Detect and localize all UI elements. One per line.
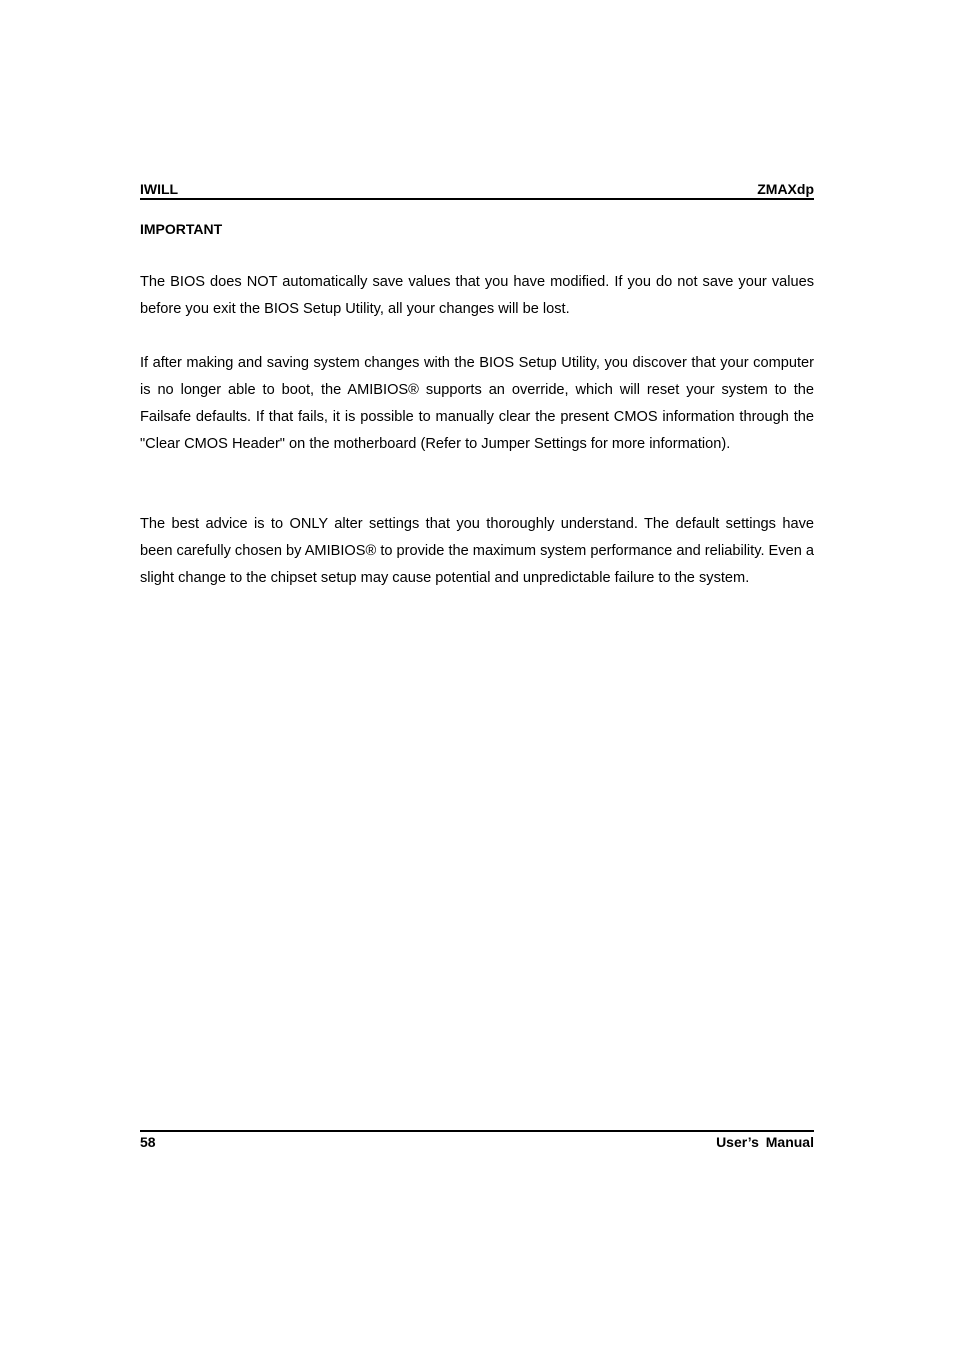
paragraph-save-warning: The BIOS does NOT automatically save values that you have modified. If you do not save your values before you exit the BIOS Setup Utility, all your changes will be lost.: [140, 274, 814, 317]
section-title: IMPORTANT: [140, 221, 223, 237]
footer-manual-label: User’s Manual: [716, 1134, 814, 1150]
page-header: [140, 180, 814, 200]
header-model: ZMAXdp: [757, 181, 814, 197]
page-number: 58: [140, 1134, 156, 1150]
paragraph-failsafe-override: If after making and saving system changes with the BIOS Setup Utility, you discover that your computer is no longer able to boot, the AMIBIOS® supports an override, which will reset your system to the Failsafe defaults. If that fails, it is possible to manually clear the present CMOS information through the "Clear CMOS Header" on the motherboard (Refer to Jumper Settings for more information).: [140, 355, 814, 452]
header-brand: IWILL: [140, 181, 179, 197]
paragraph-best-advice: The best advice is to ONLY alter settings that you thoroughly understand. The default settings have been carefully chosen by AMIBIOS® to provide the maximum system performance and reliability. Even a slight change to the chipset setup may cause potential and unpredictable failure to the system.: [140, 516, 814, 586]
page-footer: [140, 1130, 814, 1152]
